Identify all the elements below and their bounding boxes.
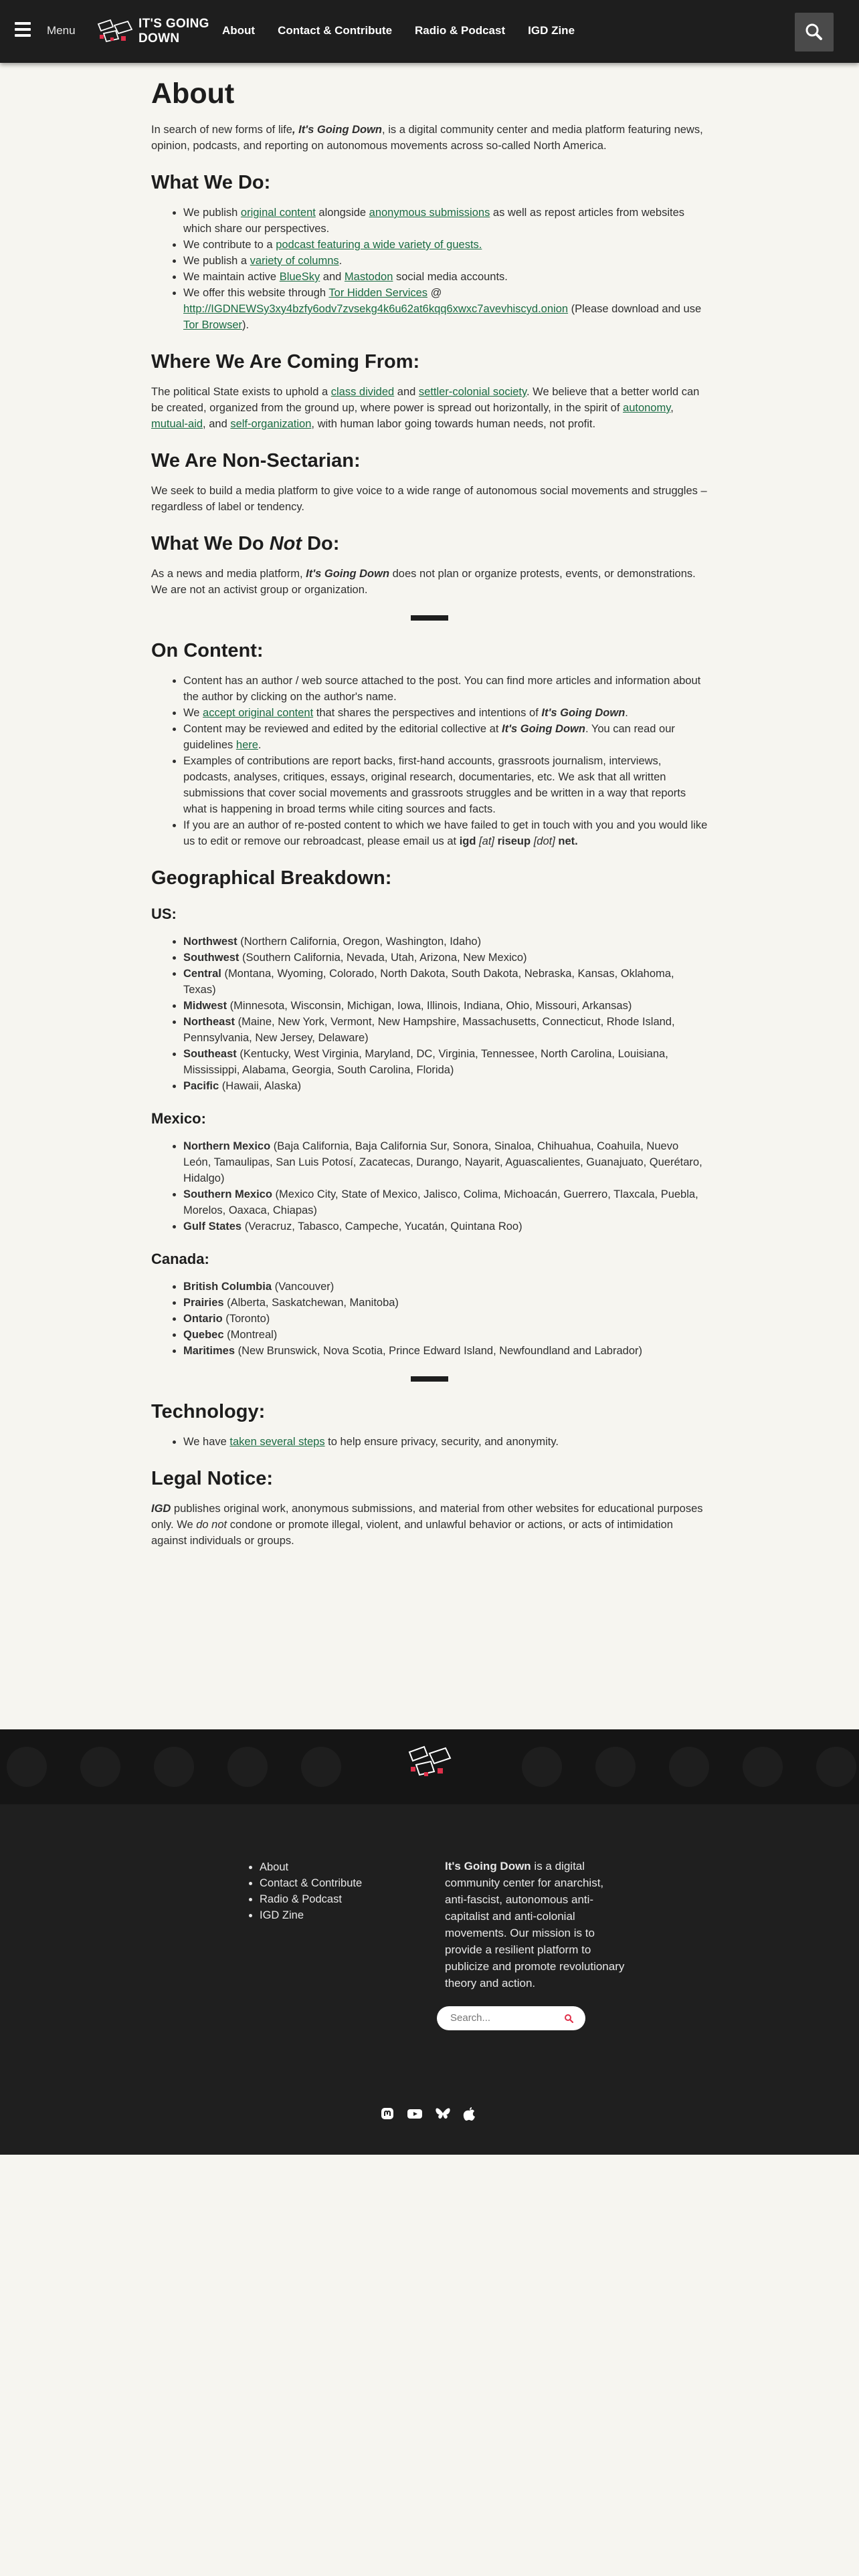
text: , with human labor going towards human needs, not profit.: [311, 418, 596, 430]
hamburger-menu-icon[interactable]: [15, 22, 31, 39]
region-name: Maritimes: [183, 1345, 235, 1357]
email-part: net.: [558, 835, 578, 847]
intro-brand: , It's Going Down: [292, 124, 383, 136]
settler-colonial-link[interactable]: settler-colonial society: [418, 386, 527, 398]
list-item: [183, 950, 708, 966]
text: The political State exists to uphold a: [151, 386, 331, 398]
region-desc: (Veracruz, Tabasco, Campeche, Yucatán, Quintana Roo): [242, 1220, 522, 1232]
email-part: igd: [459, 835, 476, 847]
intro-text: In search of new forms of life: [151, 124, 292, 136]
taken-several-steps-link[interactable]: taken several steps: [229, 1436, 325, 1448]
email-part: riseup: [497, 835, 531, 847]
nav-about[interactable]: About: [222, 24, 256, 37]
text: .: [339, 255, 343, 267]
list-item: [183, 1327, 708, 1343]
footer-link-contact-contribute[interactable]: • Contact & Contribute: [260, 1875, 362, 1891]
original-content-link[interactable]: original content: [240, 207, 316, 219]
text: As a news and media platform,: [151, 568, 306, 580]
heading-us: US:: [151, 905, 177, 922]
text: We maintain active: [183, 271, 280, 283]
text: social media accounts.: [393, 271, 508, 283]
text: We have: [183, 1436, 230, 1448]
site-logo-icon[interactable]: [96, 17, 134, 45]
text: (Please download and use: [568, 303, 702, 315]
list-item: [183, 1295, 708, 1311]
region-desc: (Northern California, Oregon, Washington, Idaho): [237, 936, 482, 948]
text: . You can read our guidelines: [183, 723, 675, 751]
text: and: [320, 271, 345, 283]
autonomy-link[interactable]: autonomy: [623, 402, 671, 414]
text: , and: [203, 418, 231, 430]
list-item: • Examples of contributions are report backs, first-hand accounts, grassroots journalism, interviews, podcasts, analyses, critiques, essays, original research, documentaries, etc. We ask that all written submissions that cover social movements and grassroots struggles and be written in a way that reports what is happening in broad terms while citing sources and facts.: [183, 753, 708, 817]
list-item: [183, 817, 708, 849]
region-name: Pacific: [183, 1080, 219, 1092]
list-item: [183, 1343, 708, 1359]
list-item: • Content has an author / web source attached to the post. You can find more articles and information about the author by clicking on the author's name.: [183, 673, 708, 705]
region-desc: (Montreal): [223, 1329, 278, 1341]
list-item: [183, 1218, 708, 1235]
text: as well as repost articles from websites which share our perspectives.: [183, 207, 685, 235]
section-divider: [411, 615, 448, 621]
text: We publish a: [183, 255, 250, 267]
where-from-paragraph: [151, 384, 708, 432]
brand-name: It's Going Down: [445, 1860, 531, 1872]
footer-link-radio-podcast[interactable]: • Radio & Podcast: [260, 1891, 362, 1907]
anonymous-submissions-link[interactable]: anonymous submissions: [369, 207, 490, 219]
list-item: [183, 1434, 708, 1450]
not-do-paragraph: [151, 566, 708, 598]
text: is a digital community center for anarchist, anti-fascist, autonomous anti-capitalist and anti-colonial movements. Our mission is to provide a resilient platform to publicize and promote revolutionary theory and action.: [445, 1860, 625, 1990]
list-item: [183, 269, 708, 285]
heading-what-we-do-not-do: [151, 532, 708, 555]
brand-name: It's Going Down: [502, 723, 585, 735]
search-icon[interactable]: [564, 2014, 573, 2023]
social-icons: [380, 2107, 476, 2121]
region-name: Northwest: [183, 936, 237, 948]
footer-description: [445, 1858, 627, 1992]
apple-podcasts-icon[interactable]: [463, 2107, 476, 2121]
mutual-aid-link[interactable]: mutual-aid: [151, 418, 203, 430]
brand-name: IGD: [151, 1503, 171, 1515]
text-emphasis: do not: [196, 1519, 227, 1531]
heading-mexico: Mexico:: [151, 1110, 206, 1127]
region-name: Prairies: [183, 1297, 224, 1309]
region-name: Northeast: [183, 1016, 235, 1028]
footer-links: [248, 1859, 362, 1923]
region-name: Southwest: [183, 952, 240, 964]
on-content-list: [151, 673, 708, 849]
self-organization-link[interactable]: self-organization: [230, 418, 312, 430]
region-desc: (Montana, Wyoming, Colorado, North Dakota, South Dakota, Nebraska, Kansas, Oklahoma, Texas): [183, 968, 674, 996]
list-item: [183, 705, 708, 721]
nav-igd-zine[interactable]: IGD Zine: [528, 24, 575, 37]
list-item: [183, 1014, 708, 1046]
footer-link-about[interactable]: • About: [260, 1859, 362, 1875]
list-item: [183, 205, 708, 237]
logo-text-line1: IT'S GOING: [138, 17, 209, 31]
text: and: [394, 386, 419, 398]
heading-on-content: On Content:: [151, 640, 264, 661]
region-desc: (Minnesota, Wisconsin, Michigan, Iowa, Illinois, Indiana, Ohio, Missouri, Arkansas): [227, 1000, 632, 1012]
tor-browser-link[interactable]: Tor Browser: [183, 319, 243, 331]
region-name: Southeast: [183, 1048, 237, 1060]
region-name: Midwest: [183, 1000, 227, 1012]
text: We publish: [183, 207, 241, 219]
youtube-icon[interactable]: [407, 2107, 423, 2121]
footer-search: [437, 2006, 585, 2030]
main-content: [151, 64, 708, 1558]
brand-name: It's Going Down: [541, 707, 626, 719]
footer-search-input[interactable]: [449, 2012, 559, 2024]
region-desc: (Alberta, Saskatchewan, Manitoba): [223, 1297, 399, 1309]
bluesky-icon[interactable]: [435, 2107, 451, 2121]
region-name: British Columbia: [183, 1281, 272, 1293]
intro-text-rest: , is a digital community center and media platform featuring news, opinion, podcasts, and reporting on autonomous movements across so-called North America.: [151, 124, 703, 152]
bluesky-link[interactable]: BlueSky: [279, 271, 320, 283]
region-name: Northern Mexico: [183, 1140, 271, 1152]
mastodon-link[interactable]: Mastodon: [344, 271, 393, 283]
list-item: [183, 1279, 708, 1295]
brand-name: It's Going Down: [306, 568, 390, 580]
region-name: Gulf States: [183, 1220, 242, 1232]
logo-text-line2: DOWN: [138, 31, 180, 45]
heading-where-from: Where We Are Coming From:: [151, 351, 420, 372]
list-item: [183, 998, 708, 1014]
heading-canada: Canada:: [151, 1251, 209, 1267]
region-name: Quebec: [183, 1329, 224, 1341]
class-divided-link[interactable]: class divided: [330, 386, 395, 398]
site-logo-text[interactable]: [138, 17, 209, 46]
guidelines-link[interactable]: here: [235, 739, 258, 751]
footer-link-igd-zine[interactable]: • IGD Zine: [260, 1907, 362, 1923]
intro-paragraph: [151, 122, 708, 154]
text: condone or promote illegal, violent, and unlawful behavior or actions, or acts of intimidation against individuals or groups.: [151, 1519, 673, 1547]
search-button[interactable]: [795, 13, 834, 51]
email-part: [at]: [476, 835, 498, 847]
what-we-do-list: [151, 205, 708, 333]
region-desc: (New Brunswick, Nova Scotia, Prince Edward Island, Newfoundland and Labrador): [235, 1345, 643, 1357]
technology-list: [151, 1434, 708, 1450]
list-item: [183, 1046, 708, 1078]
text: to help ensure privacy, security, and anonymity.: [324, 1436, 559, 1448]
columns-link[interactable]: variety of columns: [250, 255, 339, 267]
nav-contact-contribute[interactable]: Contact & Contribute: [278, 24, 393, 37]
top-navigation-bar: [0, 0, 859, 63]
menu-label[interactable]: Menu: [47, 24, 76, 37]
region-desc: (Vancouver): [272, 1281, 335, 1293]
list-item: [183, 1078, 708, 1094]
text: We offer this website through: [183, 287, 329, 299]
list-item: [183, 1186, 708, 1218]
text: ,: [670, 402, 674, 414]
accept-original-content-link[interactable]: accept original content: [203, 707, 314, 719]
list-item: [183, 934, 708, 950]
text: Do:: [302, 533, 340, 554]
heading-legal-notice: Legal Notice:: [151, 1468, 274, 1489]
onion-address-link[interactable]: http://IGDNEWSy3xy4bzfy6odv7zvsekg4k6u62at6kqq6xwxc7avevhiscyd.onion: [183, 303, 569, 315]
site-footer: [0, 1804, 859, 2155]
heading-non-sectarian: We Are Non-Sectarian:: [151, 450, 361, 471]
text: We contribute to a: [183, 239, 276, 251]
list-item: [183, 966, 708, 998]
text: alongside: [315, 207, 369, 219]
mastodon-icon[interactable]: [380, 2107, 395, 2121]
list-item: [183, 237, 708, 253]
text: What We Do: [151, 533, 270, 554]
canada-regions-list: [151, 1279, 708, 1359]
text: . We believe that a better world can be created, organized from the ground up, where power is spread out horizontally, in the spirit of: [151, 386, 700, 414]
list-item: [183, 1138, 708, 1186]
email-part: [dot]: [531, 835, 559, 847]
search-icon: [795, 13, 834, 51]
legal-paragraph: [151, 1501, 708, 1549]
heading-geographical-breakdown: Geographical Breakdown:: [151, 867, 392, 889]
non-sectarian-paragraph: We seek to build a media platform to give voice to a wide range of autonomous social movements and struggles – regardless of label or tendency.: [151, 485, 707, 513]
heading-what-we-do: What We Do:: [151, 172, 271, 193]
text: that shares the perspectives and intentions of: [313, 707, 542, 719]
text: .: [258, 739, 262, 751]
section-divider: [411, 1376, 448, 1382]
podcast-link[interactable]: podcast featuring a wide variety of guests.: [276, 239, 482, 251]
list-item: [183, 285, 708, 333]
text-emphasis: Not: [269, 533, 302, 554]
text: Content may be reviewed and edited by the editorial collective at: [183, 723, 502, 735]
list-item: [183, 1311, 708, 1327]
text: If you are an author of re-posted content to which we have failed to get in touch with you and you would like us to edit or remove our rebroadcast, please email us at: [183, 819, 708, 847]
mexico-regions-list: [151, 1138, 708, 1235]
region-desc: (Maine, New York, Vermont, New Hampshire, Massachusetts, Connecticut, Rhode Island, Pennsylvania, New Jersey, Delaware): [183, 1016, 675, 1044]
region-desc: (Mexico City, State of Mexico, Jalisco, Colima, Michoacán, Guerrero, Tlaxcala, Puebla, Morelos, Oaxaca, Chiapas): [183, 1188, 698, 1216]
region-name: Southern Mexico: [183, 1188, 272, 1200]
text: publishes original work, anonymous submissions, and material from other websites for educational purposes only. We: [151, 1503, 703, 1531]
region-desc: (Southern California, Nevada, Utah, Arizona, New Mexico): [239, 952, 527, 964]
text: .: [625, 707, 628, 719]
region-desc: (Hawaii, Alaska): [219, 1080, 302, 1092]
region-desc: (Toronto): [222, 1313, 270, 1325]
list-item: [183, 253, 708, 269]
text: does not plan or organize protests, events, or demonstrations. We are not an activist group or organization.: [151, 568, 696, 596]
text: ).: [242, 319, 250, 331]
region-name: Central: [183, 968, 221, 980]
nav-radio-podcast[interactable]: Radio & Podcast: [415, 24, 506, 37]
tor-hidden-services-link[interactable]: Tor Hidden Services: [328, 287, 428, 299]
page-title: About: [151, 78, 235, 110]
text: We: [183, 707, 203, 719]
footer-logo-icon[interactable]: [405, 1743, 454, 1783]
region-name: Ontario: [183, 1313, 223, 1325]
main-nav: [222, 24, 575, 37]
region-desc: (Baja California, Baja California Sur, Sonora, Sinaloa, Chihuahua, Coahuila, Nuevo León, Tamaulipas, San Luis Potosí, Zacatecas, Durango, Nayarit, Aguascalientes, Guanajuato, Querétaro, Hidalgo): [183, 1140, 702, 1184]
us-regions-list: [151, 934, 708, 1094]
heading-technology: Technology:: [151, 1401, 266, 1422]
text: @: [427, 287, 442, 299]
list-item: [183, 721, 708, 753]
region-desc: (Kentucky, West Virginia, Maryland, DC, Virginia, Tennessee, North Carolina, Louisiana, Mississippi, Alabama, Georgia, South Carolina, Florida): [183, 1048, 668, 1076]
